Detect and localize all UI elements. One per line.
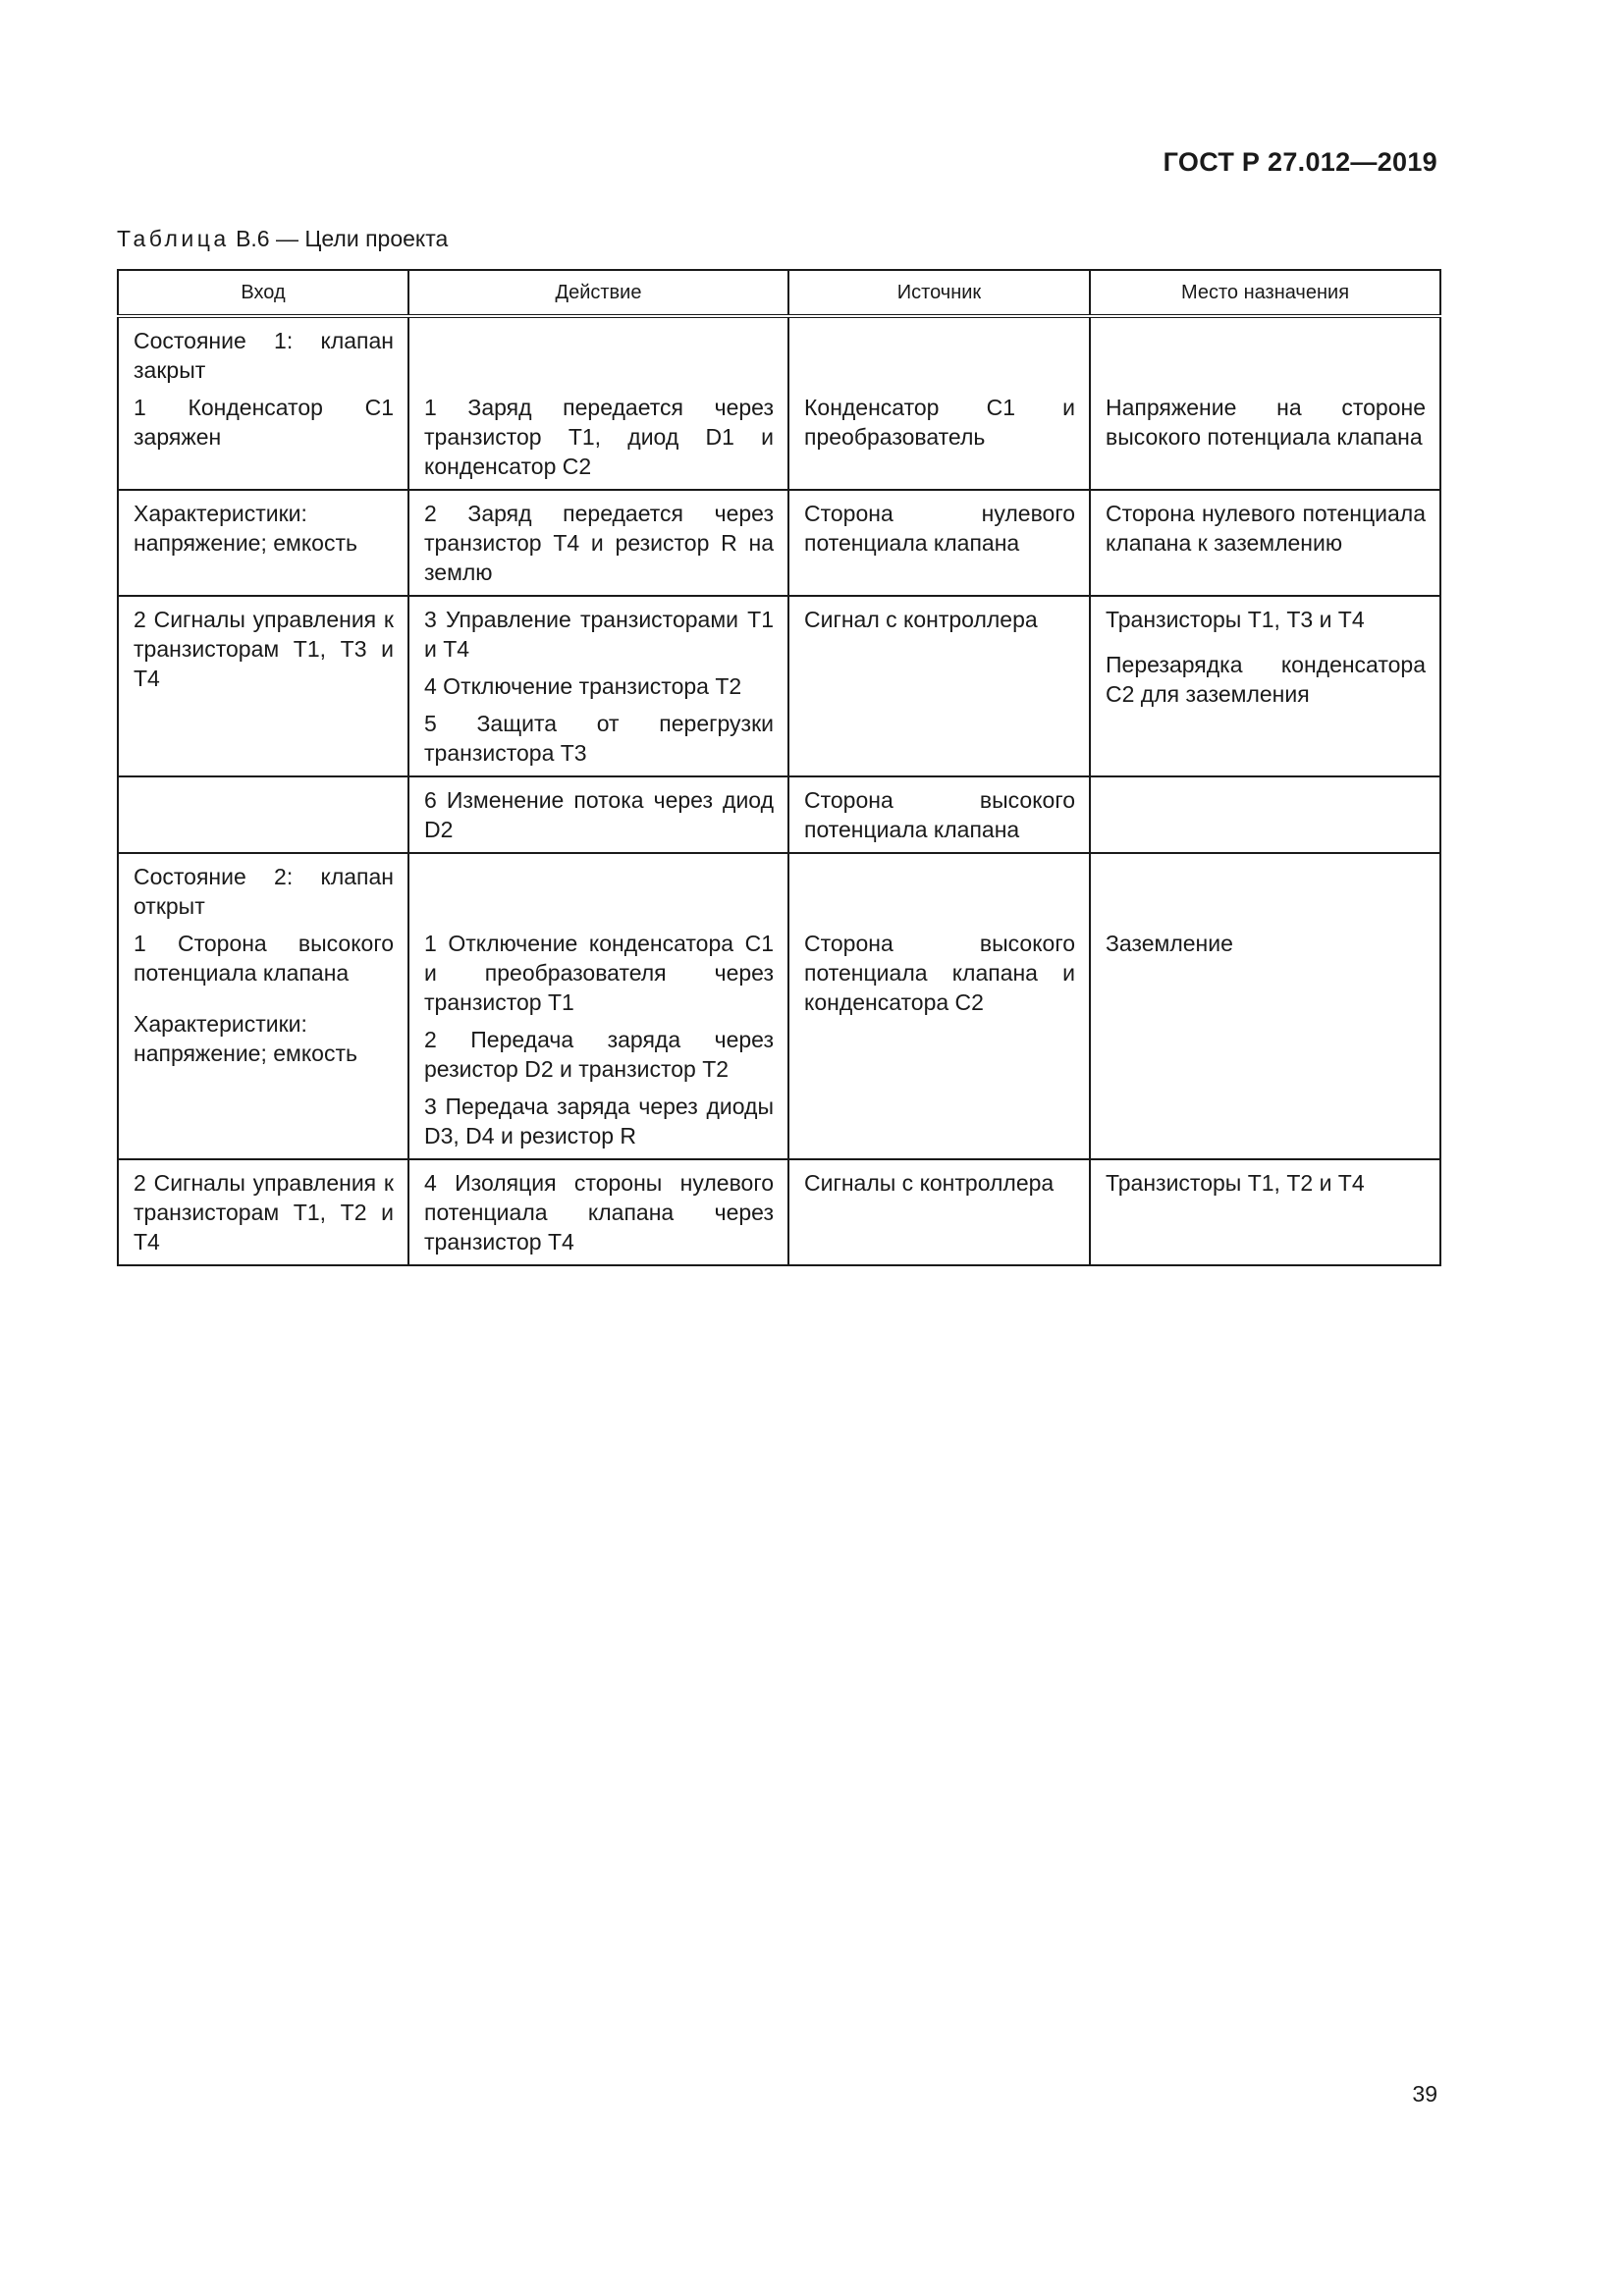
goals-table (117, 269, 1441, 1266)
cell-text: Сторона высокого потенциала клапана и конденсатора С2 (804, 931, 1075, 1015)
table-row (118, 316, 1440, 490)
cell-source (788, 490, 1090, 596)
column-header-action: Действие (408, 270, 788, 316)
cell-target (1090, 316, 1440, 490)
caption-title: Цели проекта (304, 226, 449, 251)
table-row (118, 596, 1440, 776)
table-caption (117, 226, 448, 252)
caption-number: В.6 (236, 226, 270, 251)
cell-source (788, 596, 1090, 776)
cell-text: 5 Защита от перегрузки транзистора Т3 (424, 711, 774, 766)
cell-action (408, 596, 788, 776)
cell-text: Сигнал с контроллера (804, 607, 1038, 632)
cell-input (118, 776, 408, 853)
cell-action (408, 316, 788, 490)
cell-target (1090, 490, 1440, 596)
caption-label: Таблица (117, 226, 230, 251)
cell-text: 4 Изоляция стороны нулевого потенциала клапана через транзистор Т4 (424, 1170, 774, 1255)
cell-text: 1 Заряд передается через транзистор Т1, диод D1 и конденсатор С2 (424, 395, 774, 479)
cell-input (118, 490, 408, 596)
cell-text: Заземление (1106, 931, 1233, 956)
cell-text: Транзисторы Т1, Т2 и Т4 (1106, 1170, 1365, 1196)
cell-text: Конденсатор С1 и преобразователь (804, 395, 1075, 450)
cell-source (788, 316, 1090, 490)
table-row (118, 490, 1440, 596)
cell-source (788, 853, 1090, 1159)
cell-source (788, 776, 1090, 853)
page-number: 39 (1412, 2081, 1437, 2107)
cell-text: Характеристики: напряжение; емкость (134, 501, 357, 556)
cell-text: Сторона нулевого потенциала клапана к заземлению (1106, 501, 1426, 556)
column-header-input: Вход (118, 270, 408, 316)
table-row (118, 853, 1440, 1159)
cell-text: 2 Сигналы управления к транзисторам Т1, Т2 и Т4 (134, 1170, 394, 1255)
cell-text: Напряжение на стороне высокого потенциала клапана (1106, 395, 1426, 450)
cell-action (408, 490, 788, 596)
table-header-row (118, 270, 1440, 316)
column-header-source: Источник (788, 270, 1090, 316)
cell-text: 1 Сторона высокого потенциала клапана (134, 931, 394, 986)
cell-input (118, 853, 408, 1159)
cell-target (1090, 1159, 1440, 1265)
table-row (118, 776, 1440, 853)
cell-text: Сторона нулевого потенциала клапана (804, 501, 1075, 556)
cell-text: 1 Отключение конденсатора С1 и преобразователя через транзистор Т1 (424, 931, 774, 1015)
cell-text: Сигналы с контроллера (804, 1170, 1055, 1196)
cell-text: 6 Изменение потока через диод D2 (424, 787, 774, 842)
document-code: ГОСТ Р 27.012—2019 (1163, 147, 1437, 177)
cell-target (1090, 776, 1440, 853)
cell-text: Транзисторы Т1, Т3 и Т4 (1106, 607, 1365, 632)
table-row (118, 1159, 1440, 1265)
cell-action (408, 1159, 788, 1265)
cell-text: Состояние 1: клапан закрыт (134, 328, 394, 383)
cell-action (408, 853, 788, 1159)
cell-text: 3 Управление транзисторами Т1 и Т4 (424, 607, 774, 662)
cell-input (118, 316, 408, 490)
cell-target (1090, 596, 1440, 776)
cell-input (118, 1159, 408, 1265)
cell-target (1090, 853, 1440, 1159)
cell-text: 1 Конденсатор С1 заряжен (134, 395, 394, 450)
cell-action (408, 776, 788, 853)
cell-text: 4 Отключение транзистора Т2 (424, 673, 742, 699)
caption-dash: — (276, 226, 298, 251)
cell-text: Характеристики: напряжение; емкость (134, 1011, 357, 1066)
cell-text: 3 Передача заряда через диоды D3, D4 и резистор R (424, 1094, 774, 1148)
cell-text: 2 Сигналы управления к транзисторам Т1, Т3 и Т4 (134, 607, 394, 691)
cell-text: Состояние 2: клапан открыт (134, 864, 394, 919)
cell-source (788, 1159, 1090, 1265)
column-header-target: Место назначения (1090, 270, 1440, 316)
cell-text: Сторона высокого потенциала клапана (804, 787, 1075, 842)
cell-text: 2 Заряд передается через транзистор Т4 и резистор R на землю (424, 501, 774, 585)
cell-input (118, 596, 408, 776)
cell-text: Перезарядка конденсатора С2 для заземления (1106, 652, 1426, 707)
cell-text: 2 Передача заряда через резистор D2 и транзистор Т2 (424, 1027, 774, 1082)
